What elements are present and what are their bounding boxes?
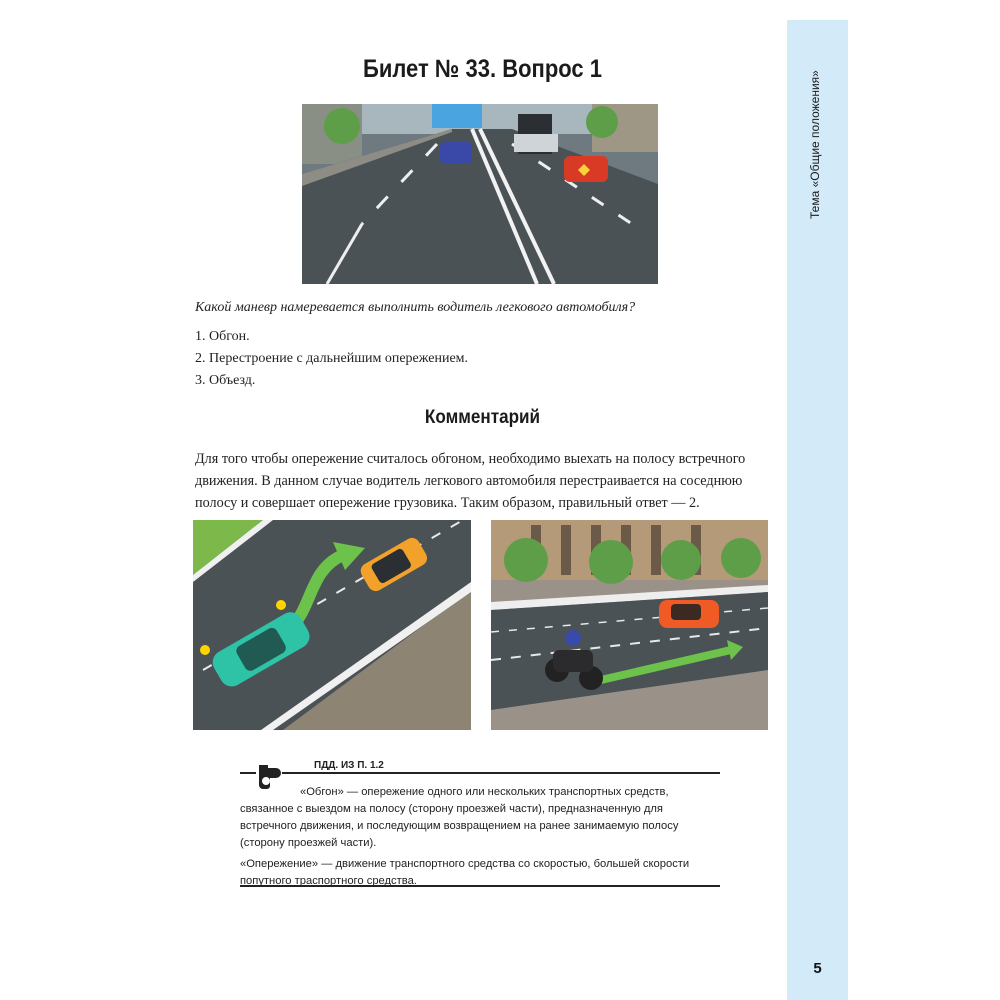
lane-change-illustration <box>193 520 471 730</box>
comment-text: Для того чтобы опережение считалось обгоном, необходимо выехать на полосу встречного движения. В данном случае водитель легкового автомобиля перестраивается на соседнюю полосу и совершает опережение грузовика. Таким образом, правильный ответ — 2. <box>195 451 746 511</box>
answer-1: 1. Обгон. <box>195 329 250 344</box>
rules-label: ПДД. ИЗ П. 1.2 <box>314 760 384 771</box>
page-number: 5 <box>813 960 822 977</box>
answer-2: 2. Перестроение с дальнейшим опережением. <box>195 351 469 366</box>
side-strip <box>787 20 848 1000</box>
theme-label: Тема «Общие положения» <box>808 70 822 220</box>
answer-3: 3. Объезд. <box>195 373 256 388</box>
rules-top-rule <box>240 772 720 774</box>
question-illustration <box>302 104 658 284</box>
definition-overtaking: «Обгон» — опережение одного или нескольких транспортных средств, связанное с выездом на полосу (сторону проезжей части), предназначенную для встречного движения, и последующим возвращением на ранее занимаемую полосу (сторону проезжей части). <box>240 786 679 849</box>
question-text: Какой маневр намеревается выполнить водитель легкового автомобиля? <box>195 300 636 315</box>
overtaking-illustration <box>491 520 768 730</box>
rules-bottom-rule <box>240 885 720 887</box>
rules-definitions <box>240 784 720 894</box>
comment-heading: Комментарий <box>424 407 541 428</box>
definition-passing: «Опережение» — движение транспортного средства со скоростью, большей скорости попутного траспортного средства. <box>240 858 690 887</box>
answer-list <box>195 326 775 392</box>
page-title: Билет № 33. Вопрос 1 <box>363 55 602 83</box>
